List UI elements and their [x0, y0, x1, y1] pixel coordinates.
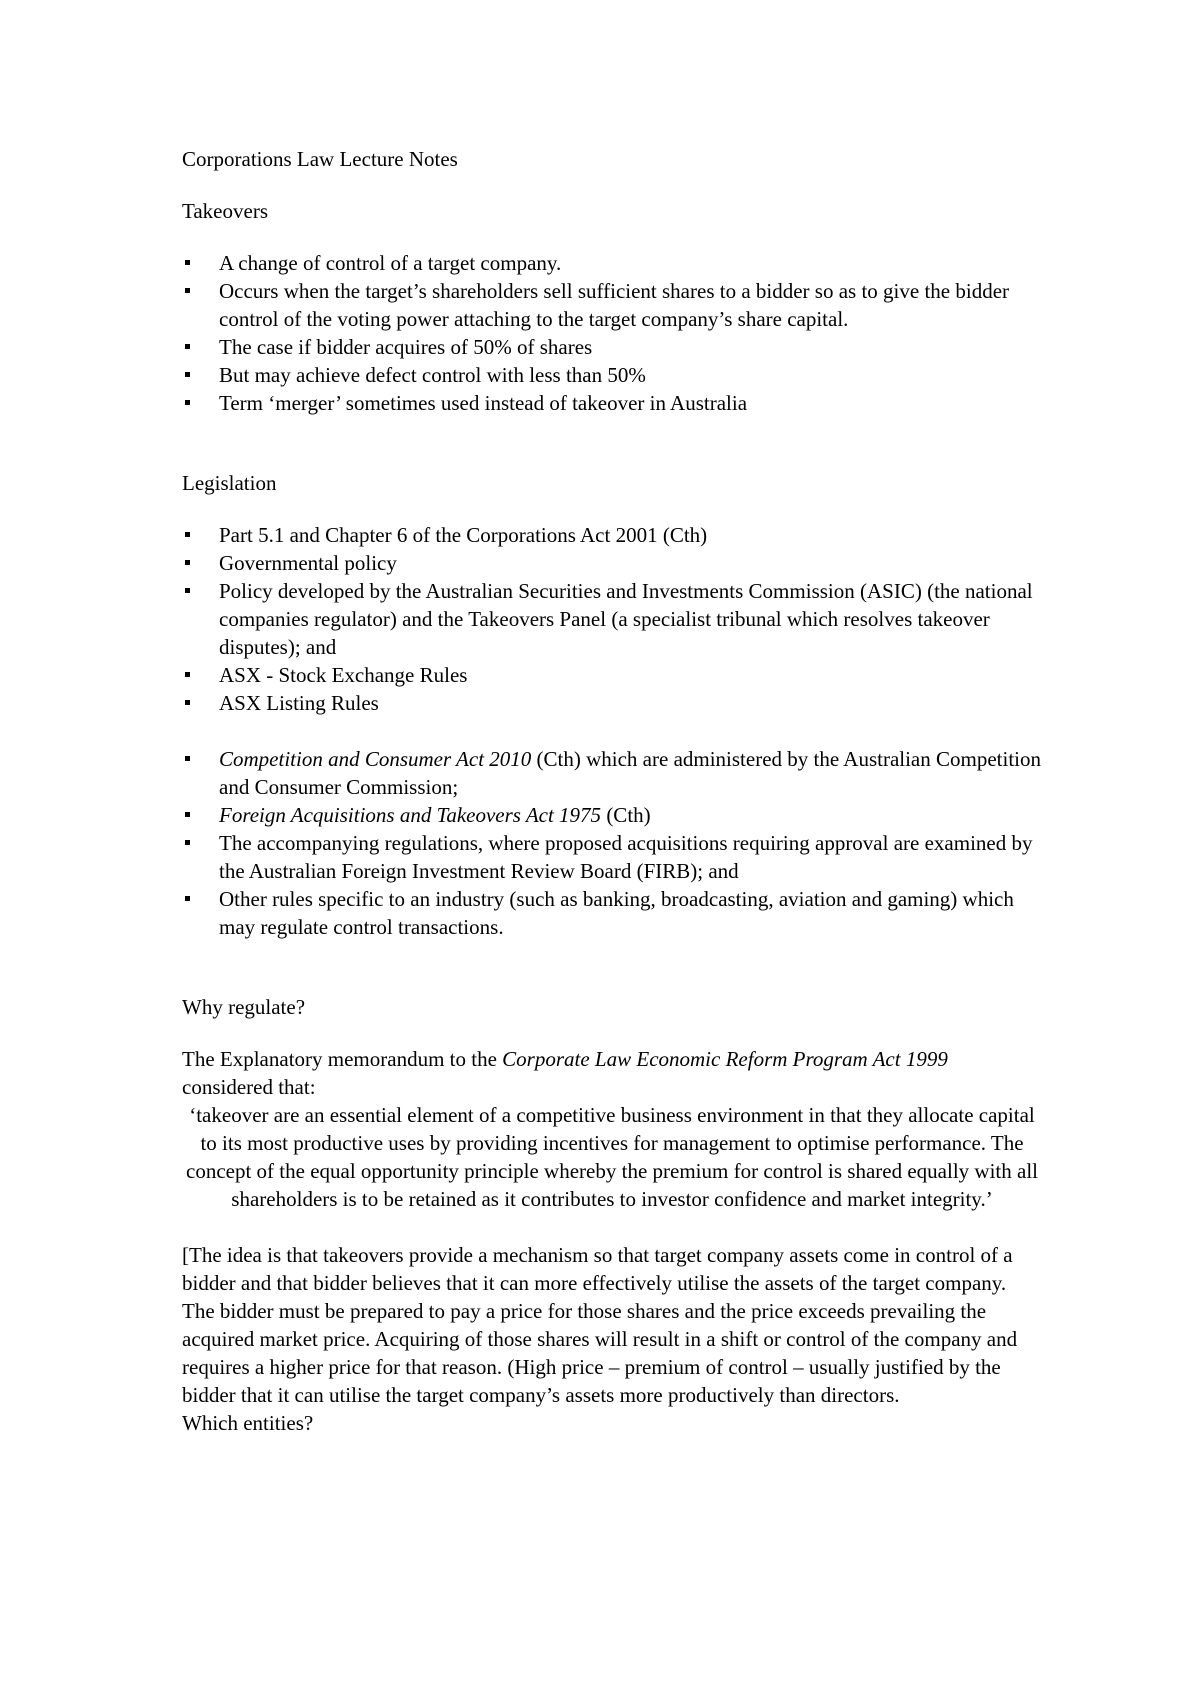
takeovers-heading: Takeovers: [182, 199, 268, 223]
list-item: ASX Listing Rules: [182, 689, 1042, 717]
legislation-bullet-list: [182, 521, 1042, 717]
list-item: A change of control of a target company.: [182, 249, 1042, 277]
act-name: Corporate Law Economic Reform Program Act 1999: [502, 1047, 948, 1071]
intro-text: The Explanatory memorandum to the: [182, 1047, 503, 1071]
list-item: But may achieve defect control with less than 50%: [182, 361, 1042, 389]
legislation-heading: Legislation: [182, 471, 277, 495]
spacer: [182, 1213, 1042, 1241]
list-item-text: Other rules specific to an industry (such as banking, broadcasting, aviation and gaming) which may regulate control transactions.: [219, 887, 1014, 939]
list-item: The case if bidder acquires of 50% of shares: [182, 333, 1042, 361]
which-entities-heading: Which entities?: [182, 1411, 314, 1435]
act-name: Competition and Consumer Act 2010: [219, 747, 532, 771]
spacer: [182, 717, 1042, 745]
memorandum-intro: [182, 1045, 1042, 1101]
list-item-text: The accompanying regulations, where proposed acquisitions requiring approval are examined by the Australian Foreign Investment Review Board (FIRB); and: [219, 831, 1033, 883]
list-item: ASX - Stock Exchange Rules: [182, 661, 1042, 689]
spacer: [182, 941, 1042, 993]
why-regulate-heading: Why regulate?: [182, 995, 306, 1019]
act-name: Foreign Acquisitions and Takeovers Act 1975: [219, 803, 602, 827]
spacer: [182, 417, 1042, 469]
takeovers-bullet-list: [182, 249, 1042, 417]
list-item: Part 5.1 and Chapter 6 of the Corporations Act 2001 (Cth): [182, 521, 1042, 549]
list-item: [182, 885, 1042, 941]
document-title: Corporations Law Lecture Notes: [182, 147, 458, 171]
list-item: Governmental policy: [182, 549, 1042, 577]
list-item: Term ‘merger’ sometimes used instead of takeover in Australia: [182, 389, 1042, 417]
list-item-text: (Cth) which are administered by the Australian Competition and Consumer Commission;: [219, 747, 1042, 799]
list-item: Policy developed by the Australian Securities and Investments Commission (ASIC) (the national companies regulator) and the Takeovers Panel (a specialist tribunal which resolves takeover disputes); and: [182, 577, 1042, 661]
memorandum-quote: ‘takeover are an essential element of a competitive business environment in that they allocate capital to its most productive uses by providing incentives for management to optimise performance. The concept of the equal opportunity principle whereby the premium for control is shared equally with all shareholders is to be retained as it contributes to investor confidence and market integrity.’: [186, 1103, 1038, 1211]
legislation-acts-bullet-list: [182, 745, 1042, 941]
intro-text: considered that:: [182, 1075, 316, 1099]
list-item-text: (Cth): [601, 803, 651, 827]
list-item: Occurs when the target’s shareholders sell sufficient shares to a bidder so as to give the bidder control of the voting power attaching to the target company’s share capital.: [182, 277, 1042, 333]
document-page: [182, 145, 1042, 1437]
explanation-paragraph: [The idea is that takeovers provide a mechanism so that target company assets come in control of a bidder and that bidder believes that it can more effectively utilise the assets of the target company. The bidder must be prepared to pay a price for those shares and the price exceeds prevailing the acquired market price. Acquiring of those shares will result in a shift or control of the company and requires a higher price for that reason. (High price – premium of control – usually justified by the bidder that it can utilise the target company’s assets more productively than directors.: [182, 1243, 1018, 1407]
list-item: [182, 829, 1042, 885]
list-item: [182, 801, 1042, 829]
list-item: [182, 745, 1042, 801]
